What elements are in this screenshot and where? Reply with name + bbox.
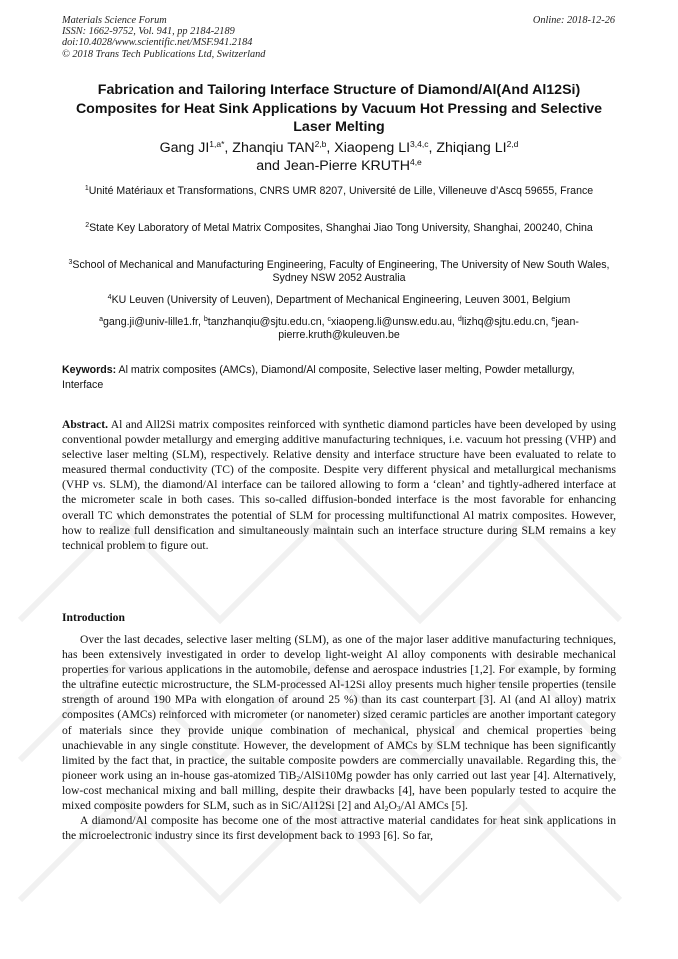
online-date: Online: 2018-12-26 <box>532 15 615 26</box>
email-link[interactable]: jean-pierre.kruth@kuleuven.be <box>278 316 579 342</box>
author-name: Xiaopeng LI <box>334 140 411 156</box>
abstract <box>62 417 616 553</box>
email-link[interactable]: tanzhanqiu@sjtu.edu.cn, <box>207 316 325 328</box>
subscript: 2 <box>384 804 389 814</box>
affiliation-3 <box>62 259 616 285</box>
affiliation-text: School of Mechanical and Manufacturing Engineering, Faculty of Engineering, The University of New South Wales, Sydney NSW 2052 Australia <box>72 259 610 285</box>
author-sup: 2,d <box>506 139 519 149</box>
journal-copyright: © 2018 Trans Tech Publications Ltd, Switzerland <box>62 48 266 60</box>
journal-name: Materials Science Forum <box>62 15 167 26</box>
affiliation-text: Unité Matériaux et Transformations, CNRS UMR 8207, Université de Lille, Villeneuve d’Ascq 59655, France <box>88 185 594 197</box>
paragraph-text: /Al AMCs [5]. <box>400 799 468 813</box>
author-name: Zhanqiu TAN <box>232 140 315 156</box>
affiliation-sup: 2 <box>85 222 90 229</box>
paragraph <box>62 632 616 813</box>
paragraph-text: O <box>388 799 397 813</box>
affiliation-text: State Key Laboratory of Metal Matrix Composites, Shanghai Jiao Tong University, Shanghai, 200240, China <box>89 222 593 234</box>
author-name: Gang JI <box>159 140 210 156</box>
paragraph: A diamond/Al composite has become one of the most attractive material candidates for heat sink applications in the microelectronic industry since its first development back to 1993 [6]. So far, <box>62 814 616 843</box>
journal-doi: doi:10.4028/www.scientific.net/MSF.941.2184 <box>62 37 253 49</box>
paragraph-text: /AlSi10Mg powder has only carried out last year [4]. Alternatively, low-cost mechanical mixing and ball milling, despite their drawbacks [4], have been popularly tested to acquire the mixed composite powders for SLM, such as in SiC/Al12Si [2] and Al <box>62 768 616 813</box>
author-list: Gang $JI^{1,a*}$, Zhanqiu TAN$^{2,b}$, Xiaopeng LI$^{3,4,c}$, Zhiqiang LI$^{2,d}$ and Jean-Pierre KRUTH$^{4,e}$ <box>159 139 519 174</box>
email-sup: a <box>99 316 104 323</box>
subscript: 2 <box>296 773 301 783</box>
affiliation-4 <box>62 294 616 307</box>
paper-title: Fabrication and Tailoring Interface Structure of Diamond/Al(And Al12Si) Composites for Heat Sink Applications by Vacuum Hot Pressing and Selective Laser Melting <box>75 82 603 136</box>
introduction-body <box>62 632 616 843</box>
email-list <box>62 316 616 342</box>
affiliation-2 <box>62 222 616 235</box>
email-link[interactable]: gang.ji@univ-lille1.fr, <box>103 316 201 328</box>
author-sup: 1,a* <box>209 139 225 149</box>
author-sup: 4,e <box>409 156 422 167</box>
author-name: Zhiqiang LI <box>436 140 507 156</box>
abstract-text: Al and All2Si matrix composites reinforced with synthetic diamond particles have been developed by using conventional powder metallurgy and emerging additive manufacturing techniques, i.e. vacuum hot pressing (VHP) and selective laser melting (SLM), respectively. Relative density and interface structure have been evaluated to relate to measured thermal conductivity (TC) of the composite. Despite very different physical and metallurgical mechanisms (VHP vs. SLM), the diamond/Al interface can be tailored allowing to form a ‘clean’ and tightly-adhered interface at the micrometer scale in both cases. This so-called diffusion-bonded interface is the most favorable for enhancing overall TC which demonstrates the potential of SLM for processing multifunctional Al matrix composites. However, how to realize full densification and simultaneously maintain such an interface structure during SLM remains a key technical problem to figure out. <box>62 418 616 552</box>
subscript: 3 <box>396 804 401 814</box>
keywords-label: Keywords: <box>62 364 117 376</box>
affiliation-text: KU Leuven (University of Leuven), Department of Mechanical Engineering, Leuven 3001, Belgium <box>111 294 571 306</box>
email-sup: e <box>551 316 556 323</box>
section-heading: Introduction <box>62 611 125 624</box>
abstract-label: Abstract. <box>62 418 109 431</box>
email-sup: d <box>457 316 462 323</box>
author-sup: 3,4,c <box>410 139 429 149</box>
author-name: Jean-Pierre KRUTH <box>283 157 410 174</box>
affiliation-sup: 3 <box>68 259 73 266</box>
email-link[interactable]: lizhq@sjtu.edu.cn, <box>461 316 549 328</box>
keywords-text: Al matrix composites (AMCs), Diamond/Al composite, Selective laser melting, Powder metallurgy, Interface <box>62 364 575 391</box>
paragraph-text: Over the last decades, selective laser melting (SLM), as one of the major laser additive manufacturing techniques, has been extensively investigated in order to develop light-weight Al alloy components with desirable mechanical properties for various applications in the automobile, defense and aerospace industries [1,2]. For example, by forming the ultrafine eutectic microstructure, the SLM-processed Al-12Si alloy presents much higher tensile properties (tensile strength of around 190 MPa with elongation of around 25 %) than its cast counterpart [3]. Al (and Al alloy) matrix composites (AMCs) reinforced with micrometer (or nanometer) sized ceramic particles are another important category of materials since they provide unique combination of mechanical, physical and chemical properties being unachievable in any single constitute. However, the development of AMCs by SLM technique has been significantly limited by the fact that, in practice, the suitable composite powders are commercially unavailable. Regarding this, the pioneer work using an in-house gas-atomized TiB <box>62 633 616 782</box>
author-sup: 2,b <box>314 139 327 149</box>
authors-and: and <box>256 157 280 174</box>
affiliation-1 <box>62 185 616 198</box>
email-sup: b <box>203 316 208 323</box>
keywords <box>62 363 616 392</box>
affiliation-sup: 4 <box>107 294 112 301</box>
email-link[interactable]: xiaopeng.li@unsw.edu.au, <box>331 316 455 328</box>
journal-header <box>62 15 265 60</box>
email-sup: c <box>327 316 332 323</box>
affiliation-sup: 1 <box>84 185 89 192</box>
journal-issn: ISSN: 1662-9752, Vol. 941, pp 2184-2189 <box>62 26 235 38</box>
